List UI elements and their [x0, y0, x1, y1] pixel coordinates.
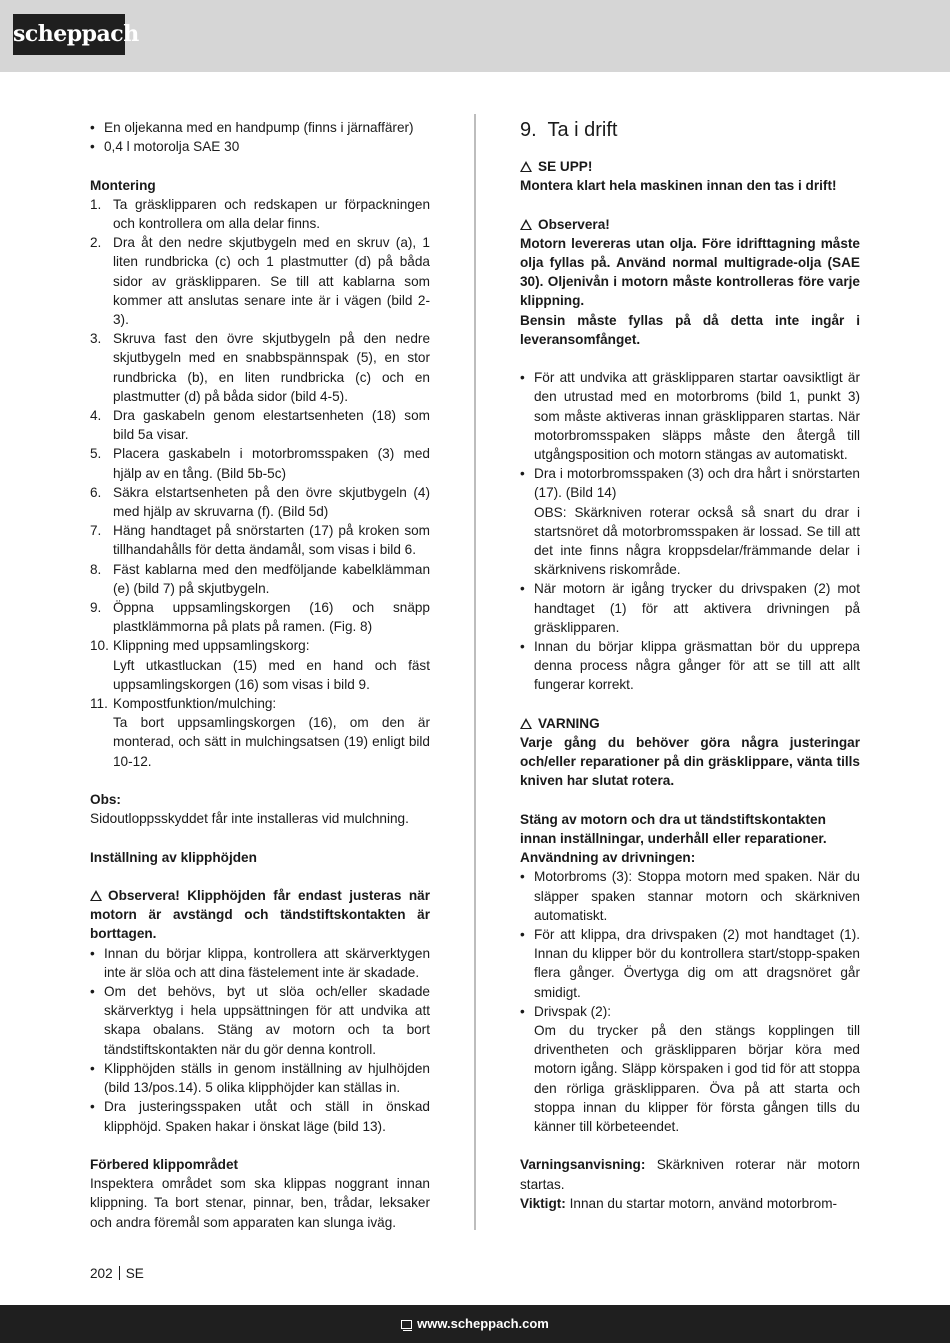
list-item: • Drivspak (2): Om du trycker på den stängs kopplingen till driventheten och gräsklipparen börjar köra med motorn igång. Släpp körspaken i god tid för att stoppa den rörliga gräsklipparen. Öva på att starta och stoppa innan du klipper för första gången tills du känner till körbeteendet.: [520, 1003, 860, 1135]
list-item: • Innan du börjar klippa gräsmattan bör du upprepa denna process några gånger för att se till att allt fungerar korrekt.: [520, 639, 860, 693]
varningsanvisning: Varningsanvisning: Skärkniven roterar när motorn startas.: [520, 1157, 860, 1192]
numbered-item: 4. Dra gaskabeln genom elestartsenheten (18) som bild 5a visar.: [90, 408, 430, 443]
section-title: 9. Ta i drift: [520, 119, 618, 141]
column-divider: [474, 114, 476, 1230]
page-footer: [0, 1305, 950, 1343]
obs-heading: Obs:: [90, 792, 121, 808]
list-item: • Klipphöjden ställs in genom inställning av hjulhöjden (bild 13/pos.14). 5 olika klipphöjder kan ställas in.: [90, 1060, 430, 1096]
list-item: • Om det behövs, byt ut slöa och/eller skadade skärverktyg i hela uppsättningen för att undvika att skapa obalans. Stäng av motorn och ta bort tändstiftskontakten när du gör denna kontroll.: [90, 984, 430, 1057]
numbered-item: 1. Ta gräsklipparen och redskapen ur förpackningen och kontrollera om alla delar finns.: [90, 196, 430, 231]
observera-text: Motorn levereras utan olja. Före idrifttagning måste olja fyllas på. Använd normal multigrade-olja (SAE 30). Oljenivån i motorn måste kontrolleras före varje klippning.: [520, 235, 860, 309]
numbered-item: 7. Häng handtaget på snörstarten (17) på kroken som tillhandahålls för detta ändamål, som visas i bild 6.: [90, 523, 430, 558]
list-item: • 0,4 l motorolja SAE 30: [90, 139, 240, 155]
montering-heading: Montering: [90, 177, 156, 193]
list-item: • En oljekanna med en handpump (finns i järnaffärer): [90, 120, 414, 135]
varning-label: VARNING: [520, 714, 860, 733]
list-item: • Dra justeringsspaken utåt och ställ in önskad klipphöjd. Spaken hakar i önskat läge (bild 13).: [90, 1099, 430, 1134]
drivning-heading: Användning av drivningen:: [520, 850, 696, 866]
viktigt: Viktigt: Innan du startar motorn, använd motorbrom-: [520, 1195, 838, 1211]
list-item: • För att undvika att gräsklipparen startar oavsiktligt är den utrustad med en motorbroms (bild 1, punkt 3) som måste aktiveras innan gräsklipparen startas. När motorbromsspaken släpps måste den återgå till utgångsposition och motorn stängas av automatiskt.: [520, 370, 860, 463]
forbered-text: Inspektera området som ska klippas noggrant innan klippning. Ta bort stenar, pinnar, ben, trådar, leksaker och andra föremål som apparaten kan slunga iväg.: [90, 1176, 430, 1230]
list-item: • Dra i motorbromsspaken (3) och dra hårt i snörstarten (17). (Bild 14) OBS: Skärkniven roterar också så snart du drar i startsnöret då motorbromsspaken är lossad. Se till att det inte finns några kroppsdelar/främmande delar i skärknivens riskområde.: [520, 466, 860, 578]
varning-text: Varje gång du behöver göra några justeringar och/eller reparationer på din gräsklippare, vänta tills kniven har slutat rotera.: [520, 735, 860, 789]
right-column: [520, 118, 860, 1213]
numbered-item: 9. Öppna uppsamlingskorgen (16) och snäpp plastklämmorna på plats på ramen. (Fig. 8): [90, 600, 430, 635]
numbered-item: 10. Klippning med uppsamlingskorg: Lyft utkastluckan (15) med en hand och fäst uppsamlingskorgen (16) som visas i bild 9.: [90, 638, 430, 692]
numbered-item: 6. Säkra elstartsenheten på den övre skjutbygeln (4) med hjälp av skruvarna (f). (Bild 5d): [90, 484, 430, 520]
obs-text: Sidoutloppsskyddet får inte installeras vid mulchning.: [90, 811, 409, 827]
observera-text-2: Bensin måste fyllas på då detta inte ingår i leveransomfånget.: [520, 312, 860, 347]
montering-list: [90, 195, 430, 771]
list-item: • För att klippa, dra drivspaken (2) mot handtaget (1). Innan du klipper bör du kontrollera start/stopp-spaken flera gånger. Övertyga dig om att dragsnöret går smidigt.: [520, 927, 860, 1000]
page-header: [0, 0, 950, 72]
list-item: • När motorn är igång trycker du drivspaken (2) mot handtaget (1) för att aktivera drivningen på gräsklipparen.: [520, 581, 860, 635]
monitor-icon: [401, 1320, 412, 1329]
numbered-item: 2. Dra åt den nedre skjutbygeln med en skruv (a), 1 liten rundbricka (c) och 1 plastmutter (d) på båda sidor av gräsklipparen. Se till att kablarna som kommer att anslutas senare inte är i vägen (bild 2-3).: [90, 235, 430, 328]
stang-text: Stäng av motorn och dra ut tändstiftskontakten innan inställningar, underhåll eller reparationer.: [520, 811, 827, 847]
list-item: • Innan du börjar klippa, kontrollera att skärverktygen inte är slöa och att dina fästelement inte är skadade.: [90, 945, 430, 980]
numbered-item: 5. Placera gaskabeln i motorbromsspaken (3) med hjälp av en tång. (Bild 5b-5c): [90, 446, 430, 481]
observera-label: Observera!: [520, 215, 860, 234]
forbered-heading: Förbered klippområdet: [90, 1156, 239, 1172]
numbered-item: 11. Kompostfunktion/mulching: Ta bort uppsamlingskorgen (16), om den är monterad, och sätt in mulchingsatsen (19) enligt bild 10-12.: [90, 696, 430, 769]
warning-icon: [520, 161, 532, 172]
se-upp-label: SE UPP!: [520, 157, 860, 176]
installning-heading: Inställning av klipphöjden: [90, 849, 257, 865]
warning-icon: [90, 890, 102, 901]
page-number: 202 SE: [90, 1266, 144, 1281]
left-column: [90, 118, 430, 1232]
installning-warning: Observera! Klipphöjden får endast justeras när motorn är avstängd och tändstiftskontakten är borttagen.: [90, 888, 430, 942]
warning-icon: [520, 718, 532, 729]
numbered-item: 8. Fäst kablarna med den medföljande kabelklämman (e) (bild 7) på skjutbygeln.: [90, 561, 430, 596]
se-upp-text: Montera klart hela maskinen innan den tas i drift!: [520, 178, 837, 194]
list-item: • Motorbroms (3): Stoppa motorn med spaken. När du släpper spaken stannar motorn och skärkniven automatiskt.: [520, 869, 860, 923]
website-link[interactable]: www.scheppach.com: [417, 1316, 549, 1331]
warning-icon: [520, 219, 532, 230]
numbered-item: 3. Skruva fast den övre skjutbygeln på den nedre skjutbygeln med en snabbspännspak (5), en stor rundbricka (b), en liten rundbricka (c) och en plastmutter (d) på båda sidor (bild 4-5).: [90, 331, 430, 404]
scheppach-logo: scheppach: [13, 14, 125, 55]
